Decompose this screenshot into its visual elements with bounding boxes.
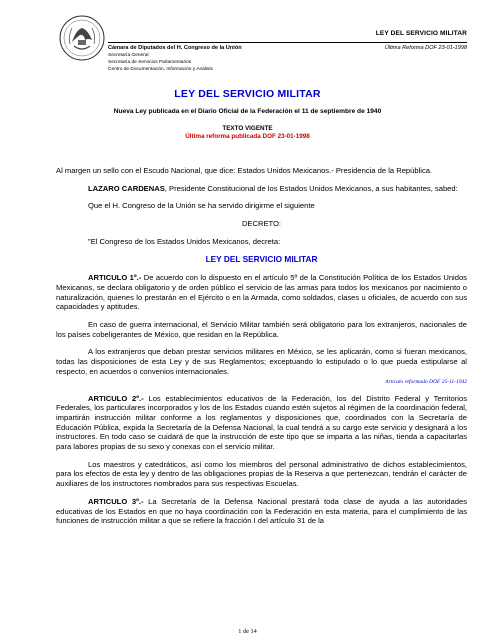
publication-note: Nueva Ley publicada en el Diario Oficial de la Federación el 11 de septiembre de 1940 xyxy=(113,108,382,115)
paragraph: A los extranjeros que deban prestar servicios militares en México, se les aplicarán, como si fueran mexicanos, todas las disposiciones de esta Ley y de sus Reglamentos; exceptuando lo estipulado o lo que pueda estipularse al respecto, en acuerdos o convenios internacionales. xyxy=(56,347,467,376)
article-label: ARTICULO 2º.- xyxy=(88,393,144,403)
article-text: Los establecimientos educativos de la Federación, los del Distrito Federal y Territorios Federales, los particulares incorporados y los de los Estados cuando estén sujetos al régimen de la coordinación federal, impartirán instrucción militar conforme a los reglamentos y disposiciones que, coordinados con la Secretaría de Educación Pública, expida la Secretaría de la Defensa Nacional, la cual tendrá a su cargo este servicio y designará a los instructores. En todo caso se cuidará de que la instrucción de este tipo que se imparta a las niñas, tienda a capacitarlas para labores propias de su sexo y conexas con el servicio militar. xyxy=(56,393,467,452)
paragraph: En caso de guerra internacional, el Servicio Militar también será obligatorio para los extranjeros, nacionales de los países cobeligerantes de México, que residan en la República. xyxy=(56,320,467,339)
article-1 xyxy=(56,273,467,312)
running-header xyxy=(257,30,467,37)
paragraph: Que el H. Congreso de la Unión se ha servido dirigirme el siguiente xyxy=(88,201,315,211)
paragraph-text: , Presidente Constitucional de los Estados Unidos Mexicanos, a sus habitantes, sabed: xyxy=(164,183,458,193)
last-reform-note: Última reforma publicada DOF 23-01-1998 xyxy=(185,133,310,140)
issuing-organization xyxy=(108,45,348,73)
decree-label: DECRETO: xyxy=(241,219,282,229)
article-label: ARTICULO 3º.- xyxy=(88,496,144,506)
organization-line: Secretaría de Servicios Parlamentarios xyxy=(108,60,192,65)
coat-of-arms-seal-icon xyxy=(58,14,106,62)
article-text: La Secretaría de la Defensa Nacional prestará toda clase de ayuda a las autoridades educativas de los Estados en que no haya coordinación con la Federación en esta materia, para el cumplimiento de las funciones de instrucción militar a que se refiere la fracción I del artículo 31 de la xyxy=(56,496,467,526)
page-number: 1 de 14 xyxy=(238,628,257,635)
seal-graphic xyxy=(58,14,106,62)
header-rule xyxy=(108,42,467,43)
header-last-reform: Última Reforma DOF 23-01-1998 xyxy=(384,45,467,51)
article-text: De acuerdo con lo dispuesto en el artículo 5º de la Constitución Política de los Estados Unidos Mexicanos, se declara obligatorio y de orden público el servicio de las armas para todos los mexicanos por nacimiento o naturalización, quienes lo prestarán en el Ejército o en la Armada, como soldados, clases u oficiales, de acuerdo con sus capacidades y aptitudes. xyxy=(56,273,467,312)
article-3 xyxy=(56,497,467,526)
article-label: ARTICULO 1º.- xyxy=(88,273,142,283)
law-subtitle: LEY DEL SERVICIO MILITAR xyxy=(205,253,318,264)
organization-name: Cámara de Diputados del H. Congreso de la Unión xyxy=(108,45,242,51)
paragraph: Al margen un sello con el Escudo Nacional, que dice: Estados Unidos Mexicanos.- Presidencia de la República. xyxy=(56,166,433,175)
president-name: LAZARO CARDENAS xyxy=(88,183,165,193)
organization-line: Secretaría General xyxy=(108,53,149,58)
document-title: LEY DEL SERVICIO MILITAR xyxy=(174,88,321,100)
organization-line: Centro de Documentación, Información y Análisis xyxy=(108,67,213,72)
paragraph xyxy=(56,184,467,194)
paragraph: Los maestros y catedráticos, así como los miembros del personal administrativo de dichos establecimientos, para los efectos de esta ley y dentro de las obligaciones propias de la Reserva a que pertenezcan, tendrán el carácter de auxiliares de los instructores nombrados para sus respectivas Escuelas. xyxy=(56,459,467,489)
document-body xyxy=(56,166,467,534)
article-2 xyxy=(56,394,467,452)
reform-note: Artículo reformado DOF 25-11-1942 xyxy=(385,378,467,385)
texto-vigente: TEXTO VIGENTE xyxy=(222,125,273,132)
paragraph: "El Congreso de los Estados Unidos Mexicanos, decreta: xyxy=(88,236,281,246)
running-header-title: LEY DEL SERVICIO MILITAR xyxy=(375,30,467,37)
